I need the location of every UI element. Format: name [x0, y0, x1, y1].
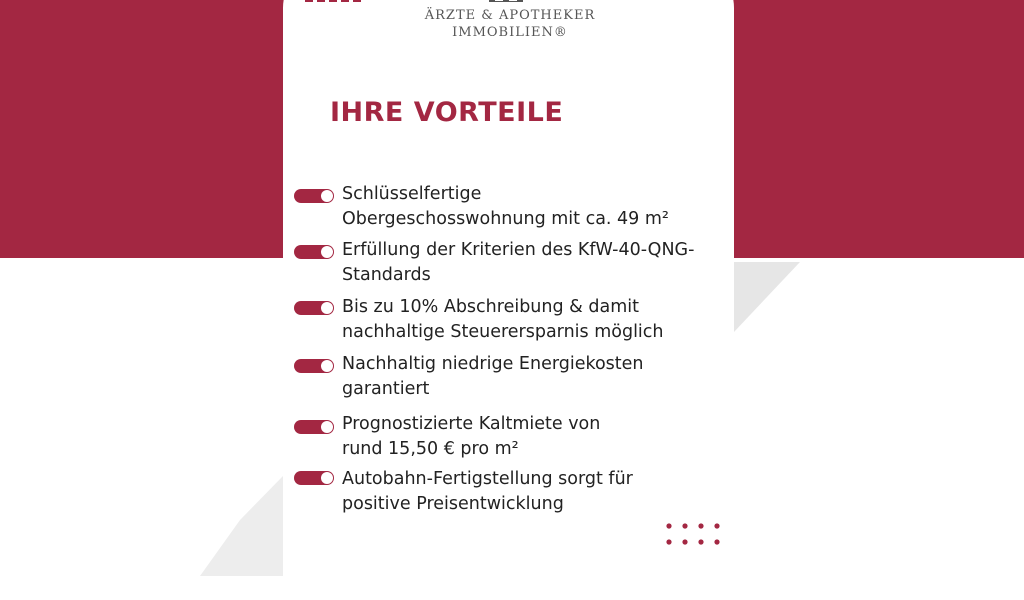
benefit-text: Bis zu 10% Abschreibung & damit nachhaltige Steuerersparnis möglich: [342, 297, 664, 342]
logo-accent-icon: [305, 0, 361, 4]
brand-logo-text: [420, 7, 600, 41]
benefit-text: Nachhaltig niedrige Energiekosten garantiert: [342, 354, 644, 399]
toggle-switch-icon: [294, 359, 334, 373]
toggle-switch-icon: [294, 471, 334, 485]
page-title: IHRE VORTEILE: [330, 97, 564, 128]
dot-grid-icon: [665, 522, 723, 546]
toggle-switch-icon: [294, 420, 334, 434]
building-logo-icon: [489, 0, 523, 3]
toggle-switch-icon: [294, 189, 334, 203]
brand-line-1: ÄRZTE & APOTHEKER: [424, 8, 596, 23]
benefit-text: Erfüllung der Kriterien des KfW-40-QNG- Standards: [342, 240, 695, 285]
toggle-switch-icon: [294, 245, 334, 259]
toggle-switch-icon: [294, 301, 334, 315]
benefit-text: Prognostizierte Kaltmiete von rund 15,50 € pro m²: [342, 414, 601, 459]
benefit-text: Autobahn-Fertigstellung sorgt für positive Preisentwicklung: [342, 469, 633, 514]
brand-line-2: IMMOBILIEN®: [452, 25, 568, 40]
benefit-text: Schlüsselfertige Obergeschosswohnung mit ca. 49 m²: [342, 184, 669, 229]
